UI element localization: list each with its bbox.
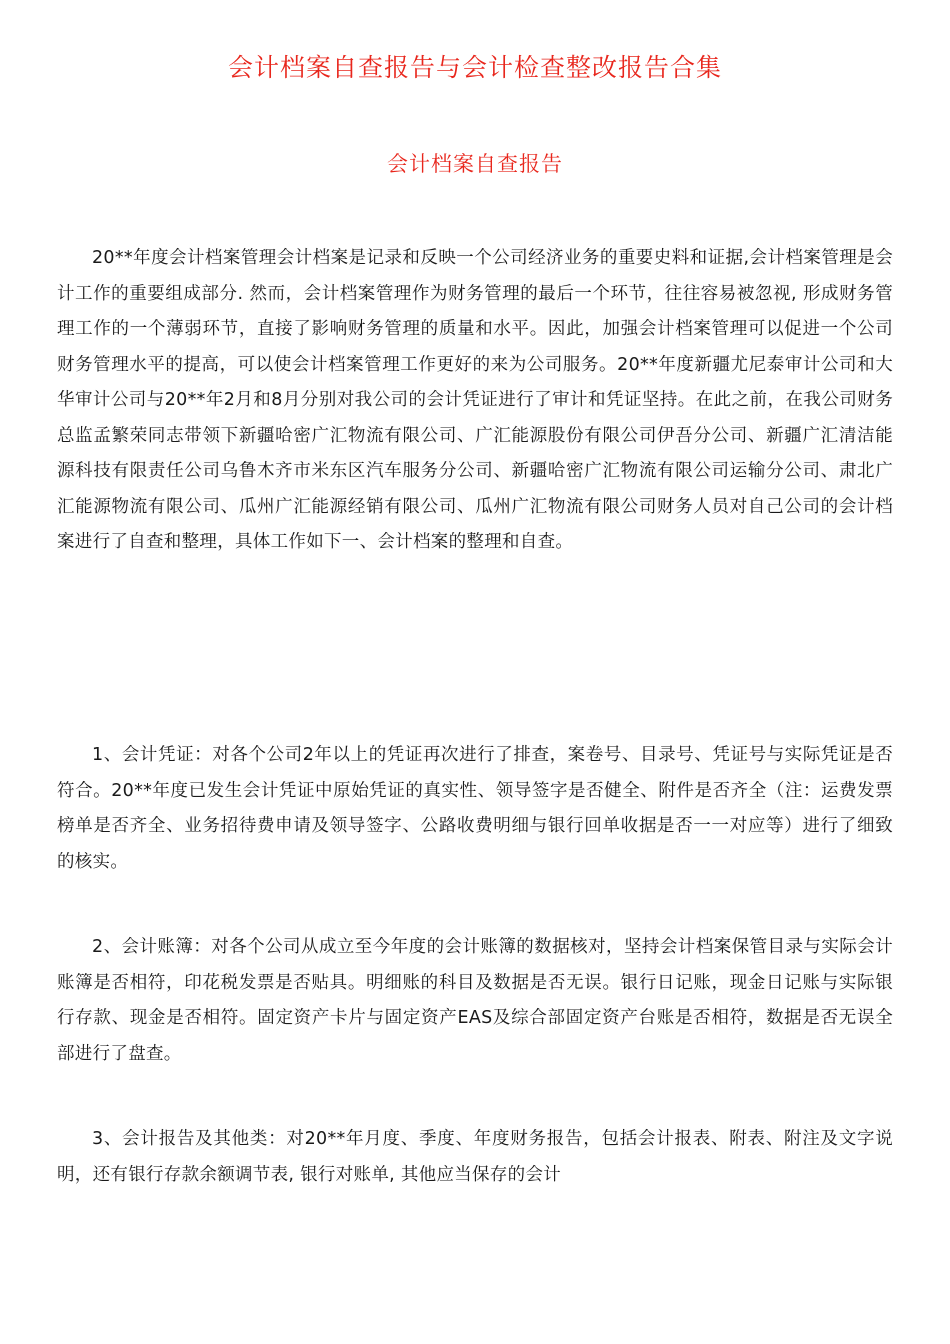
section-title: 会计档案自查报告 (387, 152, 563, 176)
accounting-vouchers-paragraph: 1、会计凭证：对各个公司2年以上的凭证再次进行了排查，案卷号、目录号、凭证号与实际凭证是否符合。20**年度已发生会计凭证中原始凭证的真实性、领导签字是否健全、附件是否齐全（注：运费发票榜单是否齐全、业务招待费申请及领导签字、公路收费明细与银行回单收据是否一一对应等）进行了细致的核实。 (57, 745, 893, 872)
accounting-reports-paragraph: 3、会计报告及其他类：对20**年月度、季度、年度财务报告，包括会计报表、附表、附注及文字说明，还有银行存款余额调节表, 银行对账单, 其他应当保存的会计 (57, 1129, 893, 1185)
intro-paragraph: 20**年度会计档案管理会计档案是记录和反映一个公司经济业务的重要史料和证据,会计档案管理是会计工作的重要组成部分. 然而，会计档案管理作为财务管理的最后一个环节，往往容易被忽视, 形成财务管理工作的一个薄弱环节，直接了影响财务管理的质量和水平。因此，加强会计档案管理可以促进一个公司财务管理水平的提高，可以使会计档案管理工作更好的来为公司服务。20**年度新疆尤尼泰审计公司和大华审计公司与20**年2月和8月分别对我公司的会计凭证进行了审计和凭证坚持。在此之前，在我公司财务总监孟繁荣同志带领下新疆哈密广汇物流有限公司、广汇能源股份有限公司伊吾分公司、新疆广汇清洁能源科技有限责任公司乌鲁木齐市米东区汽车服务分公司、新疆哈密广汇物流有限公司运输分公司、肃北广汇能源物流有限公司、瓜州广汇能源经销有限公司、瓜州广汇物流有限公司财务人员对自己公司的会计档案进行了自查和整理，具体工作如下一、会计档案的整理和自查。 (57, 248, 893, 552)
document-title: 会计档案自查报告与会计检查整改报告合集 (227, 53, 722, 82)
accounting-books-paragraph: 2、会计账簿：对各个公司从成立至今年度的会计账簿的数据核对，坚持会计档案保管目录与实际会计账簿是否相符，印花税发票是否贴具。明细账的科目及数据是否无误。银行日记账，现金日记账与实际银行存款、现金是否相符。固定资产卡片与固定资产EAS及综合部固定资产台账是否相符，数据是否无误全部进行了盘查。 (57, 937, 893, 1064)
